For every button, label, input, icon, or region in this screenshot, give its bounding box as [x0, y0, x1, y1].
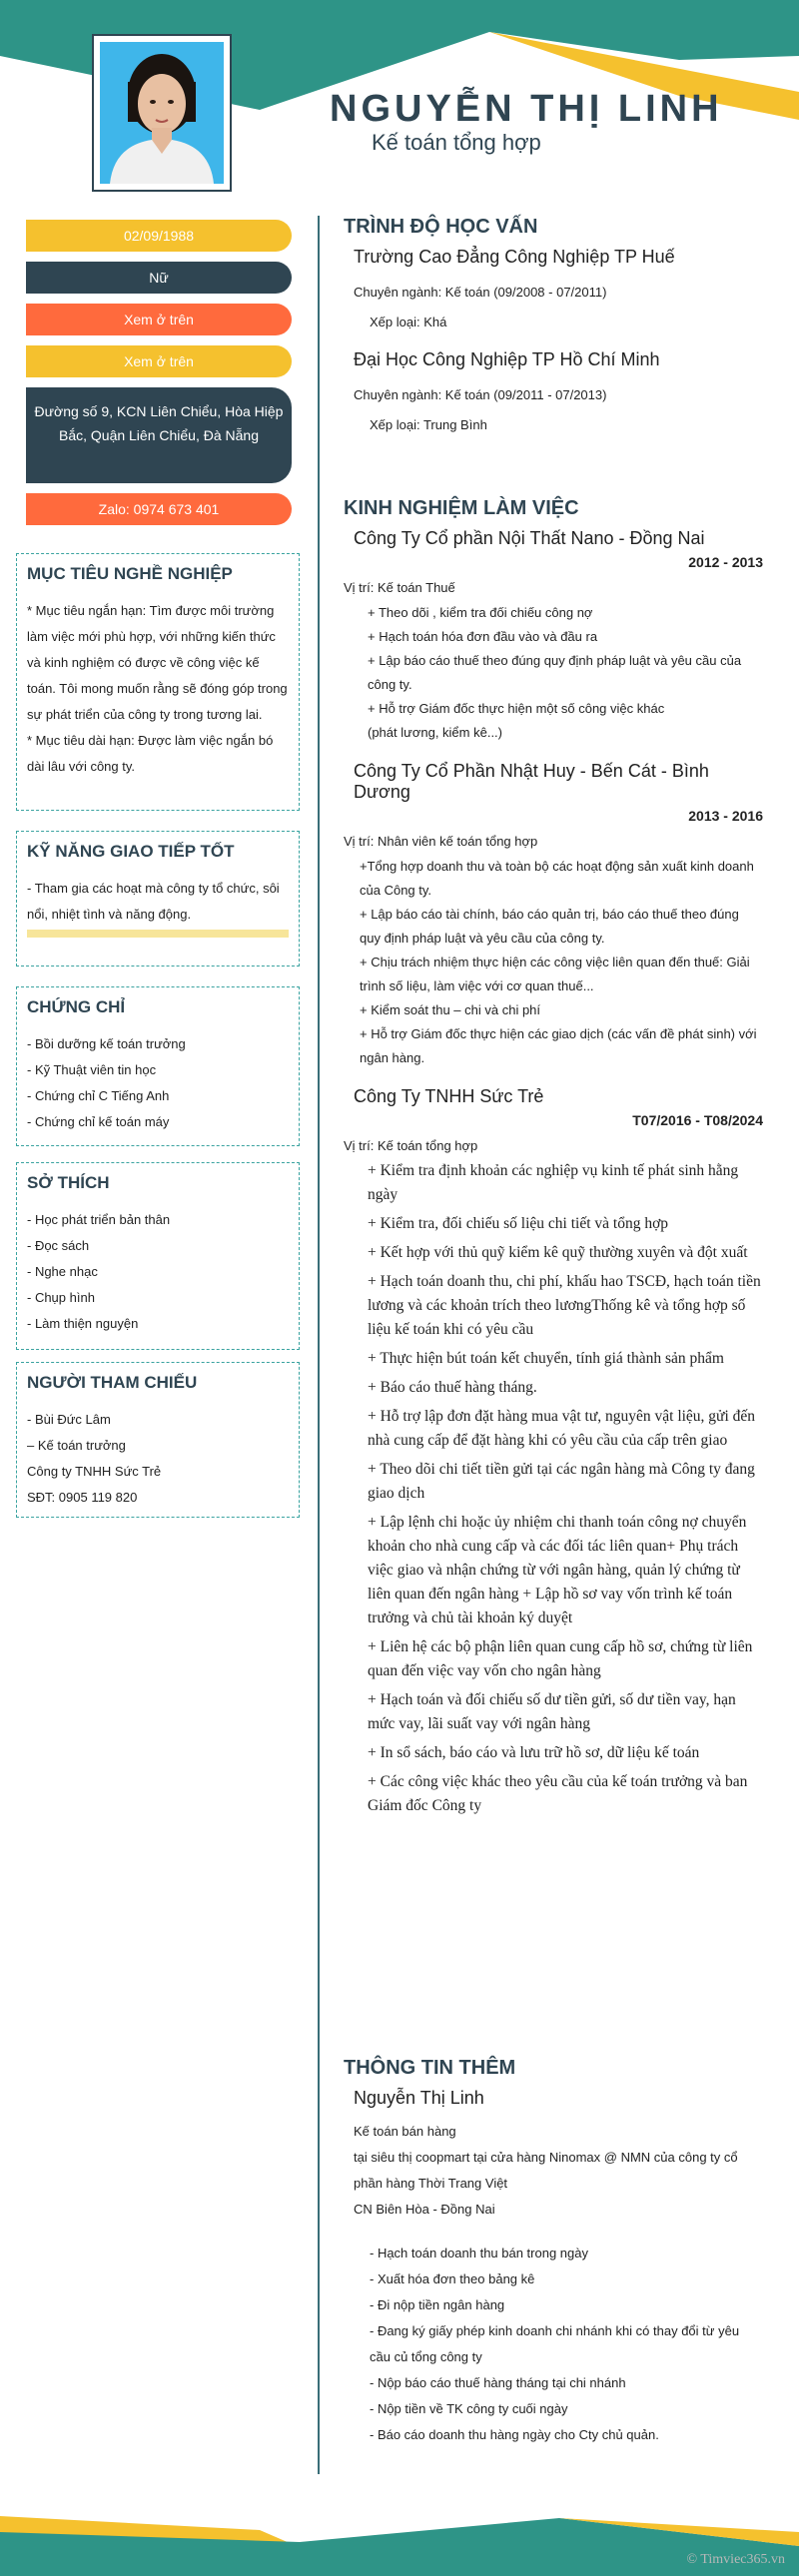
- extra-task: - Hạch toán doanh thu bán trong ngày: [370, 2246, 588, 2260]
- phone-pill: Zalo: 0974 673 401: [26, 493, 292, 525]
- hobbies-box: [16, 1162, 300, 1350]
- job-task: + Theo dõi chi tiết tiền gửi tại các ngân hàng mà Công ty đang giao dịch: [368, 1461, 755, 1502]
- job-task: + In sổ sách, báo cáo và lưu trữ hồ sơ, dữ liệu kế toán: [368, 1744, 700, 1761]
- certificates-title: CHỨNG CHỈ: [27, 997, 126, 1016]
- experience-section: [344, 497, 763, 1823]
- company-name: Công Ty TNHH Sức Trẻ: [354, 1086, 544, 1106]
- school-name: Trường Cao Đẳng Công Nghiệp TP Huế: [354, 247, 675, 267]
- dob-pill: 02/09/1988: [26, 220, 292, 252]
- references-box: [16, 1362, 300, 1518]
- job-task: + Hạch toán doanh thu, chi phí, khấu hao TSCĐ, hạch toán tiền lương và các khoản trích theo lươngThống kê và tổng hợp số liệu kế toán khi có yêu cầu: [368, 1273, 761, 1338]
- extra-line: tại siêu thị coopmart tại cửa hàng Ninomax @ NMN của công ty cổ phần hàng Thời Trang Việt: [354, 2150, 738, 2191]
- school-major: Chuyên ngành: Kế toán (09/2008 - 07/2011): [354, 285, 607, 300]
- school-major: Chuyên ngành: Kế toán (09/2011 - 07/2013): [354, 387, 607, 402]
- job-period: T07/2016 - T08/2024: [632, 1112, 763, 1128]
- reference-item: – Kế toán trưởng: [27, 1438, 126, 1453]
- extra-task: - Nộp tiền về TK công ty cuối ngày: [370, 2401, 568, 2416]
- candidate-role: Kế toán tổng hợp: [372, 130, 541, 155]
- skills-title: KỸ NĂNG GIAO TIẾP TỐT: [27, 842, 235, 861]
- job-task: + Kiểm tra định khoản các nghiệp vụ kinh tế phát sinh hằng ngày: [368, 1162, 739, 1203]
- highlight-bar: [27, 930, 289, 938]
- profile-photo-frame: [92, 34, 232, 192]
- hobbies-title: SỞ THÍCH: [27, 1173, 110, 1192]
- extra-task: - Xuất hóa đơn theo bảng kê: [370, 2271, 535, 2286]
- job-task: + Lập lệnh chi hoặc ủy nhiệm chi thanh toán công nợ chuyển khoản cho nhà cung cấp và các đối tác liên quan+ Phụ trách việc giao và nhận chứng từ với ngân hàng, quản lý chứng từ liên quan đến ngân hàng + Lập hồ sơ vay vốn trình kế toán trưởng và chủ tài khoản ký duyệt: [368, 1514, 747, 1626]
- company-name: Công Ty Cổ Phần Nhật Huy - Bến Cát - Bình Dương: [354, 761, 709, 802]
- job-task: + Theo dõi , kiểm tra đối chiếu công nợ: [368, 605, 593, 620]
- reference-item: Công ty TNHH Sức Trẻ: [27, 1464, 162, 1479]
- objective-short: * Mục tiêu ngắn hạn: Tìm được môi trường làm việc mới phù hợp, với những kiến thức và kinh nghiệm có được về công việc kế toán. Tôi mong muốn rằng sẽ đóng góp trong sự phát triển của công ty trong tương lai.: [27, 603, 288, 722]
- skills-text: - Tham gia các hoạt mà công ty tổ chức, sôi nổi, nhiệt tình và năng động.: [27, 881, 280, 922]
- job-task: + Hỗ trợ Giám đốc thực hiện một số công việc khác: [368, 701, 665, 716]
- reference-item: - Bùi Đức Lâm: [27, 1412, 111, 1427]
- school-grade: Xếp loại: Trung Bình: [370, 417, 487, 432]
- reference-item: SĐT: 0905 119 820: [27, 1490, 138, 1505]
- column-divider: [318, 216, 320, 2474]
- certificate-item: - Bồi dưỡng kế toán trưởng: [27, 1036, 186, 1051]
- hobby-item: - Nghe nhạc: [27, 1264, 98, 1279]
- education-section: [344, 216, 763, 440]
- extra-line: Kế toán bán hàng: [354, 2124, 456, 2139]
- extra-info-section: [344, 2057, 763, 2448]
- education-title: TRÌNH ĐỘ HỌC VẤN: [344, 216, 538, 238]
- hobby-item: - Làm thiện nguyện: [27, 1316, 139, 1331]
- footer-decoration: [0, 2496, 799, 2576]
- job-task: + Các công việc khác theo yêu cầu của kế toán trưởng và ban Giám đốc Công ty: [368, 1773, 748, 1814]
- job-position: Vị trí: Kế toán Thuế: [344, 580, 455, 595]
- certificates-box: [16, 986, 300, 1146]
- job-task: + Lập báo cáo tài chính, báo cáo quản trị, báo cáo thuế theo đúng quy định pháp luật và yêu cầu của công ty.: [360, 907, 739, 946]
- info-pill-3: Xem ở trên: [26, 304, 292, 335]
- extra-task: - Báo cáo doanh thu hàng ngày cho Cty chủ quản.: [370, 2427, 659, 2442]
- profile-photo: [100, 42, 224, 184]
- job-task: + Lập báo cáo thuế theo đúng quy định pháp luật và yêu cầu của công ty.: [368, 653, 742, 692]
- info-pill-4: Xem ở trên: [26, 345, 292, 377]
- skills-box: [16, 831, 300, 966]
- hobby-item: - Đọc sách: [27, 1238, 90, 1253]
- job-task: + Hỗ trợ Giám đốc thực hiện các giao dịch (các vấn đề phát sinh) với ngân hàng.: [360, 1026, 757, 1065]
- gender-pill: Nữ: [26, 262, 292, 294]
- objective-long: * Mục tiêu dài hạn: Được làm việc ngắn bó dài lâu với công ty.: [27, 733, 274, 774]
- job-task: + Hạch toán hóa đơn đầu vào và đầu ra: [368, 629, 598, 644]
- certificate-item: - Kỹ Thuật viên tin học: [27, 1062, 157, 1077]
- objective-box: [16, 553, 300, 811]
- job-task: + Liên hệ các bộ phận liên quan cung cấp hồ sơ, chứng từ liên quan đến việc vay vốn cho ngân hàng: [368, 1638, 753, 1679]
- school-name: Đại Học Công Nghiệp TP Hồ Chí Minh: [354, 349, 660, 369]
- job-task: + Thực hiện bút toán kết chuyển, tính giá thành sản phẩm: [368, 1350, 724, 1367]
- certificate-item: - Chứng chỉ C Tiếng Anh: [27, 1088, 170, 1103]
- job-task: + Kết hợp với thủ quỹ kiểm kê quỹ thường xuyên và đột xuất: [368, 1244, 748, 1261]
- extra-name: Nguyễn Thị Linh: [354, 2088, 484, 2108]
- experience-title: KINH NGHIỆM LÀM VIỆC: [344, 497, 579, 519]
- certificate-item: - Chứng chỉ kế toán máy: [27, 1114, 170, 1129]
- objective-title: MỤC TIÊU NGHỀ NGHIỆP: [27, 564, 233, 583]
- extra-line: CN Biên Hòa - Đồng Nai: [354, 2202, 495, 2217]
- job-position: Vị trí: Kế toán tổng hợp: [344, 1138, 478, 1153]
- company-name: Công Ty Cổ phần Nội Thất Nano - Đồng Nai: [354, 528, 705, 548]
- job-period: 2013 - 2016: [688, 808, 763, 824]
- watermark: © Timviec365.vn: [686, 2552, 785, 2567]
- hobby-item: - Chụp hình: [27, 1290, 95, 1305]
- extra-task: - Đi nộp tiền ngân hàng: [370, 2297, 505, 2312]
- job-task: +Tổng hợp doanh thu và toàn bộ các hoạt động sản xuất kinh doanh của Công ty.: [360, 859, 754, 898]
- hobby-item: - Học phát triển bản thân: [27, 1212, 171, 1227]
- extra-task: - Nộp báo cáo thuế hàng tháng tại chi nhánh: [370, 2375, 626, 2390]
- extra-task: - Đang ký giấy phép kinh doanh chi nhánh khi có thay đổi từ yêu cầu củ tổng công ty: [370, 2323, 740, 2364]
- address-pill: Đường số 9, KCN Liên Chiểu, Hòa Hiệp Bắc, Quận Liên Chiểu, Đà Nẵng: [26, 387, 292, 483]
- job-position: Vị trí: Nhân viên kế toán tổng hợp: [344, 834, 538, 849]
- job-task: + Kiểm soát thu – chi và chi phí: [360, 1002, 541, 1017]
- job-period: 2012 - 2013: [688, 554, 763, 570]
- job-task: + Kiểm tra, đối chiếu số liệu chi tiết và tổng hợp: [368, 1215, 669, 1232]
- references-title: NGƯỜI THAM CHIẾU: [27, 1373, 198, 1392]
- school-grade: Xếp loại: Khá: [370, 315, 447, 329]
- job-task: + Báo cáo thuế hàng tháng.: [368, 1379, 537, 1396]
- job-task: + Hỗ trợ lập đơn đặt hàng mua vật tư, nguyên vật liệu, gửi đến nhà cung cấp để đặt hàng khi có yêu cầu của cấp trên giao: [368, 1408, 756, 1449]
- job-task: + Chịu trách nhiệm thực hiện các công việc liên quan đến thuế: Giải trình số liệu, làm việc với cơ quan thuế...: [360, 955, 750, 993]
- job-task: + Hạch toán và đối chiếu số dư tiền gửi, số dư tiền vay, hạn mức vay, lãi suất vay với ngân hàng: [368, 1691, 736, 1732]
- job-task: (phát lương, kiểm kê...): [368, 725, 502, 740]
- candidate-name: NGUYỄN THỊ LINH: [330, 88, 723, 130]
- extra-title: THÔNG TIN THÊM: [344, 2057, 516, 2079]
